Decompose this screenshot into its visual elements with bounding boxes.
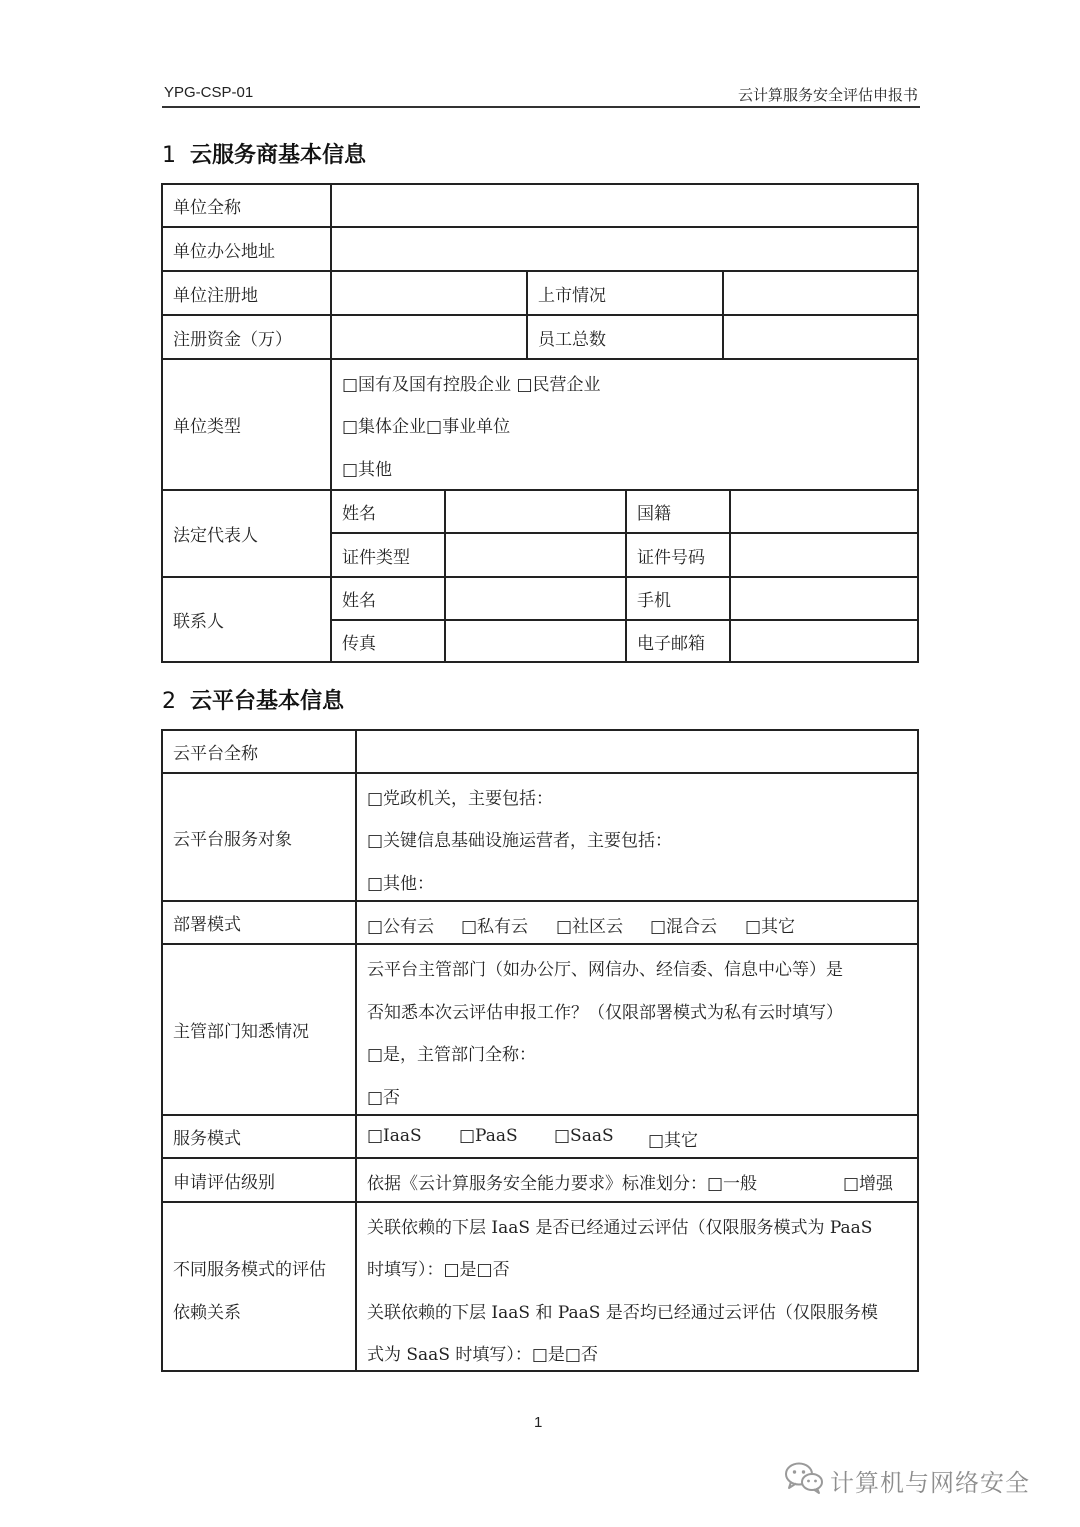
legal-rep-id-type-label: 证件类型 (332, 534, 446, 578)
wechat-icon (784, 1461, 824, 1499)
dependency-line-2[interactable]: 时填写）：□是□否 (367, 1260, 510, 1280)
deploy-option-hybrid[interactable]: □混合云 (650, 917, 718, 937)
legal-rep-nationality-input[interactable] (731, 491, 919, 534)
contact-fax-input[interactable] (446, 621, 627, 663)
input-platform-name[interactable] (357, 731, 919, 774)
section-2-title (162, 684, 344, 715)
dependency-line-4[interactable]: 式为 SaaS 时填写）：□是□否 (367, 1345, 598, 1365)
section-2-heading: 云平台基本信息 (190, 689, 345, 714)
label-legal-rep: 法定代表人 (163, 491, 332, 578)
label-deploy-mode: 部署模式 (163, 902, 357, 945)
dept-awareness-content[interactable] (357, 945, 919, 1116)
page-header (162, 82, 920, 108)
input-listing-status[interactable] (724, 272, 919, 316)
contact-email-input[interactable] (731, 621, 919, 663)
legal-rep-id-type-input[interactable] (446, 534, 627, 578)
provider-info-form (161, 183, 919, 663)
label-unit-type: 单位类型 (163, 360, 332, 491)
deploy-option-public[interactable]: □公有云 (367, 917, 435, 937)
dependency-content[interactable] (357, 1203, 919, 1372)
eval-level-general[interactable]: 依据《云计算服务安全能力要求》标准划分：□一般 (367, 1174, 758, 1194)
service-mode-options[interactable] (357, 1116, 919, 1159)
service-mode-other[interactable]: □其它 (648, 1131, 699, 1151)
legal-rep-name-label: 姓名 (332, 491, 446, 534)
page-number: 1 (534, 1414, 543, 1431)
unit-type-line-1[interactable]: □国有及国有控股企业 □民营企业 (342, 375, 601, 395)
document-title: 云计算服务安全评估申报书 (737, 86, 918, 104)
service-mode-iaas[interactable]: □IaaS (367, 1126, 422, 1146)
input-registered-capital[interactable] (332, 316, 528, 360)
eval-level-options[interactable] (357, 1159, 919, 1203)
unit-type-line-3[interactable]: □其他 (342, 460, 393, 480)
label-contact: 联系人 (163, 578, 332, 663)
label-eval-level: 申请评估级别 (163, 1159, 357, 1203)
watermark-text: 计算机与网络安全 (830, 1468, 1030, 1497)
label-service-mode: 服务模式 (163, 1116, 357, 1159)
legal-rep-id-number-label: 证件号码 (627, 534, 731, 578)
label-platform-name: 云平台全称 (163, 731, 357, 774)
section-1-heading: 云服务商基本信息 (190, 143, 367, 168)
legal-rep-nationality-label: 国籍 (627, 491, 731, 534)
legal-rep-name-input[interactable] (446, 491, 627, 534)
service-mode-saas[interactable]: □SaaS (554, 1126, 614, 1146)
label-service-target: 云平台服务对象 (163, 774, 357, 902)
service-target-line-2[interactable]: □关键信息基础设施运营者，主要包括： (367, 831, 673, 851)
label-dependency (163, 1203, 357, 1372)
service-target-options[interactable] (357, 774, 919, 902)
service-target-line-3[interactable]: □其他： (367, 874, 435, 894)
service-target-line-1[interactable]: □党政机关，主要包括： (367, 789, 554, 809)
section-1-title (162, 138, 366, 169)
label-dept-awareness: 主管部门知悉情况 (163, 945, 357, 1116)
label-office-address: 单位办公地址 (163, 228, 332, 272)
input-office-address[interactable] (332, 228, 919, 272)
dependency-line-3: 关联依赖的下层 IaaS 和 PaaS 是否均已经通过云评估（仅限服务模 (367, 1303, 878, 1323)
label-registered-capital: 注册资金（万） (163, 316, 332, 360)
service-mode-paas[interactable]: □PaaS (459, 1126, 518, 1146)
deploy-option-community[interactable]: □社区云 (556, 917, 624, 937)
label-dependency-line-2: 依赖关系 (173, 1303, 241, 1323)
section-2-number: 2 (162, 689, 176, 714)
watermark (784, 1460, 1030, 1500)
label-registered-place: 单位注册地 (163, 272, 332, 316)
label-full-name: 单位全称 (163, 185, 332, 228)
contact-mobile-input[interactable] (731, 578, 919, 621)
document-code: YPG-CSP-01 (164, 84, 254, 101)
input-full-name[interactable] (332, 185, 919, 228)
dept-awareness-line-1: 云平台主管部门（如办公厅、网信办、经信委、信息中心等）是 (367, 960, 843, 980)
platform-info-form (161, 729, 919, 1372)
legal-rep-id-number-input[interactable] (731, 534, 919, 578)
input-registered-place[interactable] (332, 272, 528, 316)
deploy-option-private[interactable]: □私有云 (461, 917, 529, 937)
deploy-option-other[interactable]: □其它 (745, 917, 796, 937)
input-employee-total[interactable] (724, 316, 919, 360)
section-1-number: 1 (162, 143, 176, 168)
unit-type-line-2[interactable]: □集体企业□事业单位 (342, 417, 511, 437)
contact-mobile-label: 手机 (627, 578, 731, 621)
dependency-line-1: 关联依赖的下层 IaaS 是否已经通过云评估（仅限服务模式为 PaaS (367, 1218, 873, 1238)
contact-name-input[interactable] (446, 578, 627, 621)
dept-awareness-no[interactable]: □否 (367, 1088, 401, 1108)
label-employee-total: 员工总数 (528, 316, 724, 360)
contact-name-label: 姓名 (332, 578, 446, 621)
deploy-mode-options[interactable] (357, 902, 919, 945)
dept-awareness-line-2: 否知悉本次云评估申报工作？（仅限部署模式为私有云时填写） (367, 1003, 843, 1023)
label-listing-status: 上市情况 (528, 272, 724, 316)
label-dependency-line-1: 不同服务模式的评估 (173, 1260, 326, 1280)
contact-email-label: 电子邮箱 (627, 621, 731, 663)
eval-level-enhanced[interactable]: □增强 (843, 1174, 894, 1194)
dept-awareness-yes[interactable]: □是，主管部门全称： (367, 1045, 537, 1065)
unit-type-options[interactable] (332, 360, 919, 491)
contact-fax-label: 传真 (332, 621, 446, 663)
